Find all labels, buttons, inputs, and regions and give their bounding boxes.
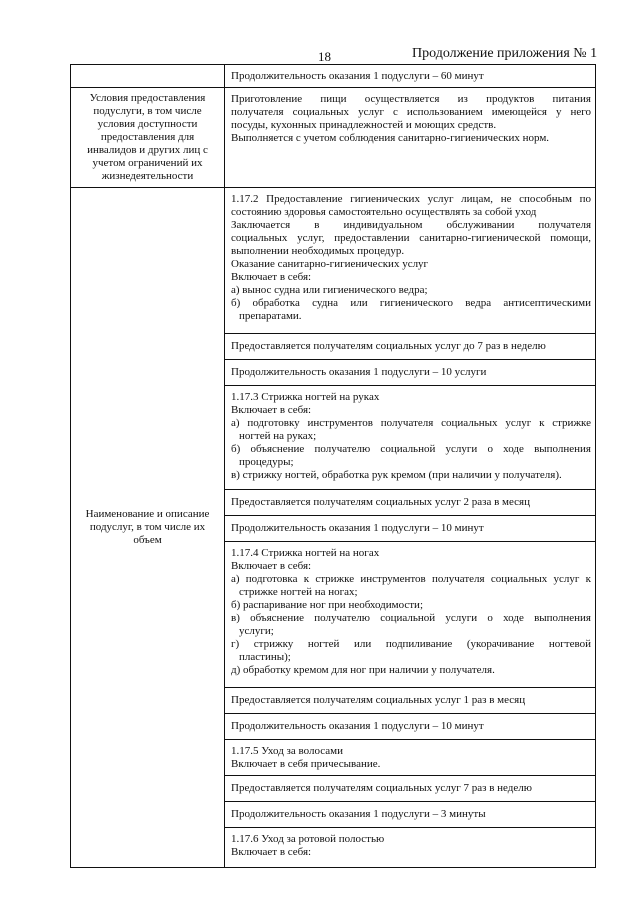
- label-line: Условия предоставления: [89, 92, 206, 104]
- frequency-cell: [225, 776, 596, 802]
- text-line: выполнении необходимых процедур.: [231, 245, 405, 257]
- frequency-cell: [225, 334, 596, 360]
- duration-cell: [225, 65, 596, 88]
- table-row: [71, 65, 596, 88]
- text-line: ногтей на руках;: [239, 430, 317, 442]
- text-line: стрижке ногтей на ногах;: [239, 586, 358, 598]
- description-label-cell: [71, 188, 225, 868]
- table-row: [71, 88, 596, 188]
- text-line: Оказание санитарно-гигиенических услуг: [231, 258, 429, 270]
- page-number: 18: [318, 49, 331, 64]
- service-description-cell: [225, 188, 596, 334]
- services-table: [70, 64, 596, 868]
- duration-text: Продолжительность оказания 1 подуслуги – 10 минут: [231, 522, 484, 534]
- continuation-label: Продолжение приложения № 1: [412, 46, 598, 61]
- text-line: б) объяснение получателю социальной услуги о ходе выполнения: [231, 443, 591, 455]
- text-line: в) объяснение получателю социальной услуги о ходе выполнения: [231, 612, 591, 624]
- frequency-text: Предоставляется получателям социальных услуг 7 раз в неделю: [231, 782, 532, 794]
- label-line: подуслуги, в том числе: [93, 105, 202, 117]
- text-line: 1.17.3 Стрижка ногтей на руках: [231, 391, 380, 403]
- text-line: Включает в себя:: [231, 846, 312, 858]
- text-line: б) распаривание ног при необходимости;: [231, 599, 424, 611]
- duration-text: Продолжительность оказания 1 подуслуги – 10 минут: [231, 720, 484, 732]
- text-line: препаратами.: [239, 310, 302, 322]
- duration-text: Продолжительность оказания 1 подуслуги – 60 минут: [231, 70, 484, 82]
- label-line: объем: [133, 534, 162, 546]
- text-line: Выполняется с учетом соблюдения санитарно-гигиенических норм.: [231, 132, 550, 144]
- text-line: 1.17.4 Стрижка ногтей на ногах: [231, 547, 380, 559]
- text-line: 1.17.2 Предоставление гигиенических услуг лицам, не способным по: [231, 193, 591, 205]
- service-description-cell: [225, 828, 596, 868]
- duration-cell: [225, 516, 596, 542]
- text-line: Включает в себя:: [231, 271, 312, 283]
- text-line: д) обработку кремом для ног при наличии у получателя.: [231, 664, 495, 676]
- text-line: в) стрижку ногтей, обработка рук кремом (при наличии у получателя).: [231, 469, 562, 481]
- label-line: предоставления для: [100, 131, 195, 143]
- text-line: Приготовление пищи осуществляется из продуктов питания: [231, 93, 591, 105]
- text-line: Включает в себя:: [231, 560, 312, 572]
- frequency-text: Предоставляется получателям социальных услуг до 7 раз в неделю: [231, 340, 546, 352]
- conditions-label-cell: [71, 88, 225, 188]
- label-line: условия доступности: [97, 118, 198, 130]
- frequency-cell: [225, 688, 596, 714]
- text-line: услуги;: [239, 625, 274, 637]
- label-line: жизнедеятельности: [101, 170, 194, 182]
- text-line: 1.17.6 Уход за ротовой полостью: [231, 833, 385, 845]
- text-line: получателя социальных услуг с использованием имеющейся у него: [231, 106, 591, 118]
- text-line: а) подготовка к стрижке инструментов получателя социальных услуг к: [231, 573, 591, 585]
- text-line: 1.17.5 Уход за волосами: [231, 745, 344, 757]
- text-line: Заключается в индивидуальном обслуживании получателя: [231, 219, 591, 231]
- service-description-cell: [225, 740, 596, 776]
- frequency-text: Предоставляется получателям социальных услуг 2 раза в месяц: [231, 496, 530, 508]
- duration-cell: [225, 714, 596, 740]
- empty-cell: [71, 65, 225, 88]
- duration-cell: [225, 802, 596, 828]
- table-row: [71, 188, 596, 334]
- duration-text: Продолжительность оказания 1 подуслуги – 10 услуги: [231, 366, 487, 378]
- label-line: подуслуг, в том числе их: [89, 521, 206, 533]
- text-line: Включает в себя причесывание.: [231, 758, 381, 770]
- service-description-cell: [225, 542, 596, 688]
- text-line: г) стрижку ногтей или подпиливание (укорачивание ногтевой: [231, 638, 591, 650]
- frequency-text: Предоставляется получателям социальных услуг 1 раз в месяц: [231, 694, 526, 706]
- text-line: посуды, кухонных принадлежностей и моющих средств.: [231, 119, 497, 131]
- service-description-cell: [225, 386, 596, 490]
- text-line: процедуры;: [239, 456, 294, 468]
- text-line: а) вынос судна или гигиенического ведра;: [231, 284, 428, 296]
- label-line: Наименование и описание: [85, 508, 210, 520]
- duration-cell: [225, 360, 596, 386]
- text-line: б) обработка судна или гигиенического ведра антисептическими: [231, 297, 591, 309]
- text-line: а) подготовку инструментов получателя социальных услуг к стрижке: [231, 417, 591, 429]
- label-line: учетом ограничений их: [92, 157, 203, 169]
- conditions-text-cell: [225, 88, 596, 188]
- frequency-cell: [225, 490, 596, 516]
- label-line: инвалидов и других лиц с: [87, 144, 208, 156]
- duration-text: Продолжительность оказания 1 подуслуги – 3 минуты: [231, 808, 486, 820]
- text-line: пластины);: [239, 651, 291, 663]
- text-line: Включает в себя:: [231, 404, 312, 416]
- text-line: социальных услуг, предоставлении санитарно-гигиенической помощи,: [231, 232, 591, 244]
- text-line: состоянию здоровья самостоятельно осуществлять за собой уход: [231, 206, 537, 218]
